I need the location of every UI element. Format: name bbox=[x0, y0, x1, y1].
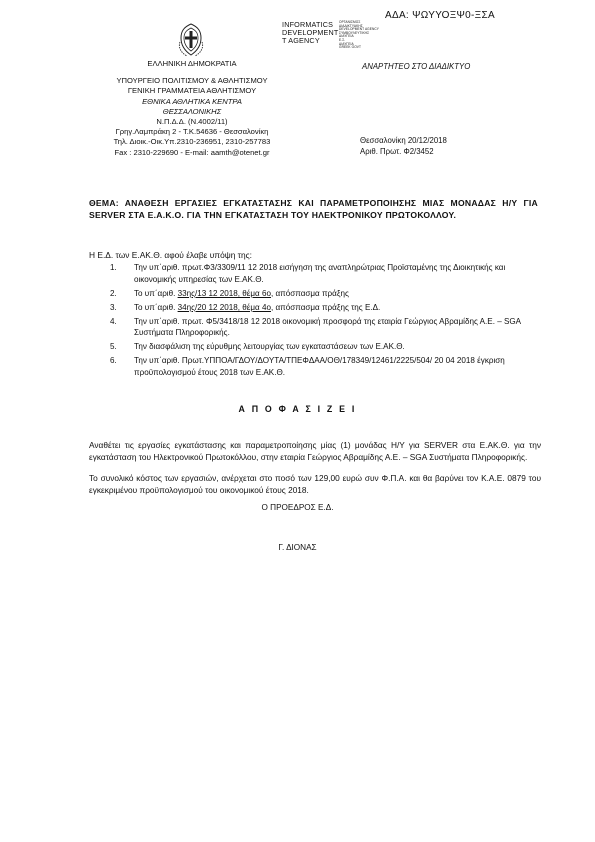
issuer-header bbox=[72, 59, 312, 158]
decision-body-cost: Το συνολικό κόστος των εργασιών, ανέρχεται στο ποσό των 129,00 ευρώ συν Φ.Π.Α. και θα βαρύνει τον Κ.Α.Ε. 0879 του εγκεκριμένου προϋπολογισμού του οικονομικού έτους 2018. bbox=[89, 473, 541, 495]
list-item: 3. Το υπ΄αριθ. 34ης/20 12 2018, θέμα 4ο, απόσπασμα πράξης της Ε.Δ. bbox=[110, 302, 381, 312]
ida-small-line: ΔΙΑΥΓΕΙΑ bbox=[339, 34, 354, 39]
president-title: Ο ΠΡΟΕΔΡΟΣ Ε.Δ. bbox=[261, 503, 334, 512]
decision-heading: Α Π Ο Φ Α Σ Ι Ζ Ε Ι bbox=[238, 404, 357, 414]
list-item: 1. Την υπ΄αριθ. πρωτ.Φ3/3309/11 12 2018 εισήγηση της αναπληρώτριας Προϊσταμένης της Διοικητικής και οικονομικής υπηρεσίας των Ε.ΑΚ.Θ. bbox=[110, 263, 506, 284]
document-date: Θεσσαλονίκη 20/12/2018 bbox=[360, 136, 447, 145]
ida-logo-small-text bbox=[339, 21, 379, 50]
header-city: ΘΕΣΣΑΛΟΝΙΚΗΣ bbox=[162, 106, 222, 116]
ida-small-line: ΣΥΜΒΟΥΛΕΥΤΙΚΗΣ bbox=[339, 30, 370, 35]
protocol-number: Αριθ. Πρωτ. Φ2/3452 bbox=[360, 147, 434, 156]
considerations-intro: Η Ε.Δ. των Ε.ΑΚ.Θ. αφού έλαβε υπόψη της: bbox=[89, 250, 253, 260]
header-address: Γρηγ.Λαμπράκη 2 - Τ.Κ.54636 - Θεσσαλονίκη bbox=[115, 127, 269, 137]
ida-small-line: ΔΙΑΥΓΕΙΑ bbox=[339, 41, 354, 46]
decision-body-assignment: Αναθέτει τις εργασίες εγκατάστασης και παραμετροποίησης μίας (1) μονάδας Η/Υ για SERVER στα Ε.ΑΚ.Θ. για την εγκατάσταση του Ηλεκτρονικού Πρωτοκόλλου, στην εταιρία Γεώργιος Αβραμίδης Α.Ε. – SGA Συστήματα Πληροφορικής. bbox=[89, 440, 541, 462]
list-item: 4. Την υπ΄αριθ. πρωτ. Φ5/3418/18 12 2018 οικονομική προσφορά της εταιρία Γεώργιος Αβραμίδης Α.Ε. – SGA Συστήματα Πληροφορικής. bbox=[110, 316, 521, 338]
list-item: 5. Την διασφάλιση της εύρυθμης λειτουργίας των εγκαταστάσεων των Ε.ΑΚ.Θ. bbox=[110, 342, 405, 352]
ida-word: INFORMATICS bbox=[282, 20, 334, 29]
header-ministry: ΥΠΟΥΡΓΕΙΟ ΠΟΛΙΤΙΣΜΟΥ & ΑΘΛΗΤΙΣΜΟΥ bbox=[116, 76, 268, 86]
header-republic: ΕΛΛΗΝΙΚΗ ΔΗΜΟΚΡΑΤΙΑ bbox=[147, 59, 237, 68]
ida-word: DEVELOPMENT bbox=[282, 28, 339, 37]
ida-word: T AGENCY bbox=[282, 36, 320, 45]
ada-code: ΑΔΑ: ΨΩΥΥΟΞΨ0-ΞΣΑ bbox=[385, 10, 495, 21]
ida-logo-words bbox=[282, 21, 339, 45]
document-subject: ΘΕΜΑ: ΑΝΑΘΕΣΗ ΕΡΓΑΣΙΕΣ ΕΓΚΑΤΑΣΤΑΣΗΣ ΚΑΙ ΠΑΡΑΜΕΤΡΟΠΟΙΗΣΗΣ ΜΙΑΣ ΜΟΝΑΔΑΣ Η/Υ ΓΙΑ SERVER ΣΤΑ Ε.Α.Κ.Ο. ΓΙΑ ΤΗΝ ΕΓΚΑΤΑΣΤΑΣΗ ΤΟΥ ΗΛΕΚΤΡΟΝΙΚΟΥ ΠΡΩΤΟΚΟΛΛΟΥ. bbox=[89, 198, 538, 220]
ida-small-line: ΔΙΑΔΙΚΤΥΑΚΗΣ bbox=[339, 23, 363, 28]
header-npdd: Ν.Π.Δ.Δ. (Ν.4002/11) bbox=[156, 117, 228, 127]
ida-small-line: Ε.Σ. bbox=[339, 37, 346, 42]
signatory-name: Γ. ΔΙΟΝΑΣ bbox=[278, 543, 317, 552]
greek-emblem-icon bbox=[175, 22, 207, 58]
header-secretariat: ΓΕΝΙΚΗ ΓΡΑΜΜΑΤΕΙΑ ΑΘΛΗΤΙΣΜΟΥ bbox=[127, 86, 257, 96]
ida-small-line: GREEK GOVT bbox=[339, 45, 362, 50]
online-publication-label: ΑΝΑΡΤΗΤΕΟ ΣΤΟ ΔΙΑΔΙΚΤΥΟ bbox=[362, 62, 471, 71]
considerations-list bbox=[110, 262, 548, 381]
list-item: 6. Την υπ΄αριθ. Πρωτ.ΥΠΠΟΑ/ΓΔΟΥ/ΔΟΥΤΑ/ΤΠΕΦΔΑΑ/ΟΘ/178349/12461/2225/504/ 20 04 2018 έγκριση προϋπολογισμού έτους 2018 των Ε.ΑΚ.Θ. bbox=[110, 356, 505, 377]
date-protocol-block bbox=[360, 135, 447, 157]
ida-small-line: DEVELOPMENT AGENCY bbox=[339, 27, 380, 32]
header-phone: Τηλ. Διοικ.-Οικ.Υπ.2310-236951, 2310-257783 bbox=[113, 137, 271, 147]
ida-small-line: ΟΡΓΑΝΙΣΜΟΣ bbox=[339, 20, 361, 24]
list-item: 2. Το υπ΄αριθ. 33ης/13 12 2018, θέμα 6ο, απόσπασμα πράξης bbox=[110, 288, 349, 298]
header-fax-email: Fax : 2310-229690 - E-mail: aamth@otenet.gr bbox=[114, 147, 270, 157]
header-centers: ΕΘΝΙΚΑ ΑΘΛΗΤΙΚΑ ΚΕΝΤΡΑ bbox=[142, 96, 242, 106]
